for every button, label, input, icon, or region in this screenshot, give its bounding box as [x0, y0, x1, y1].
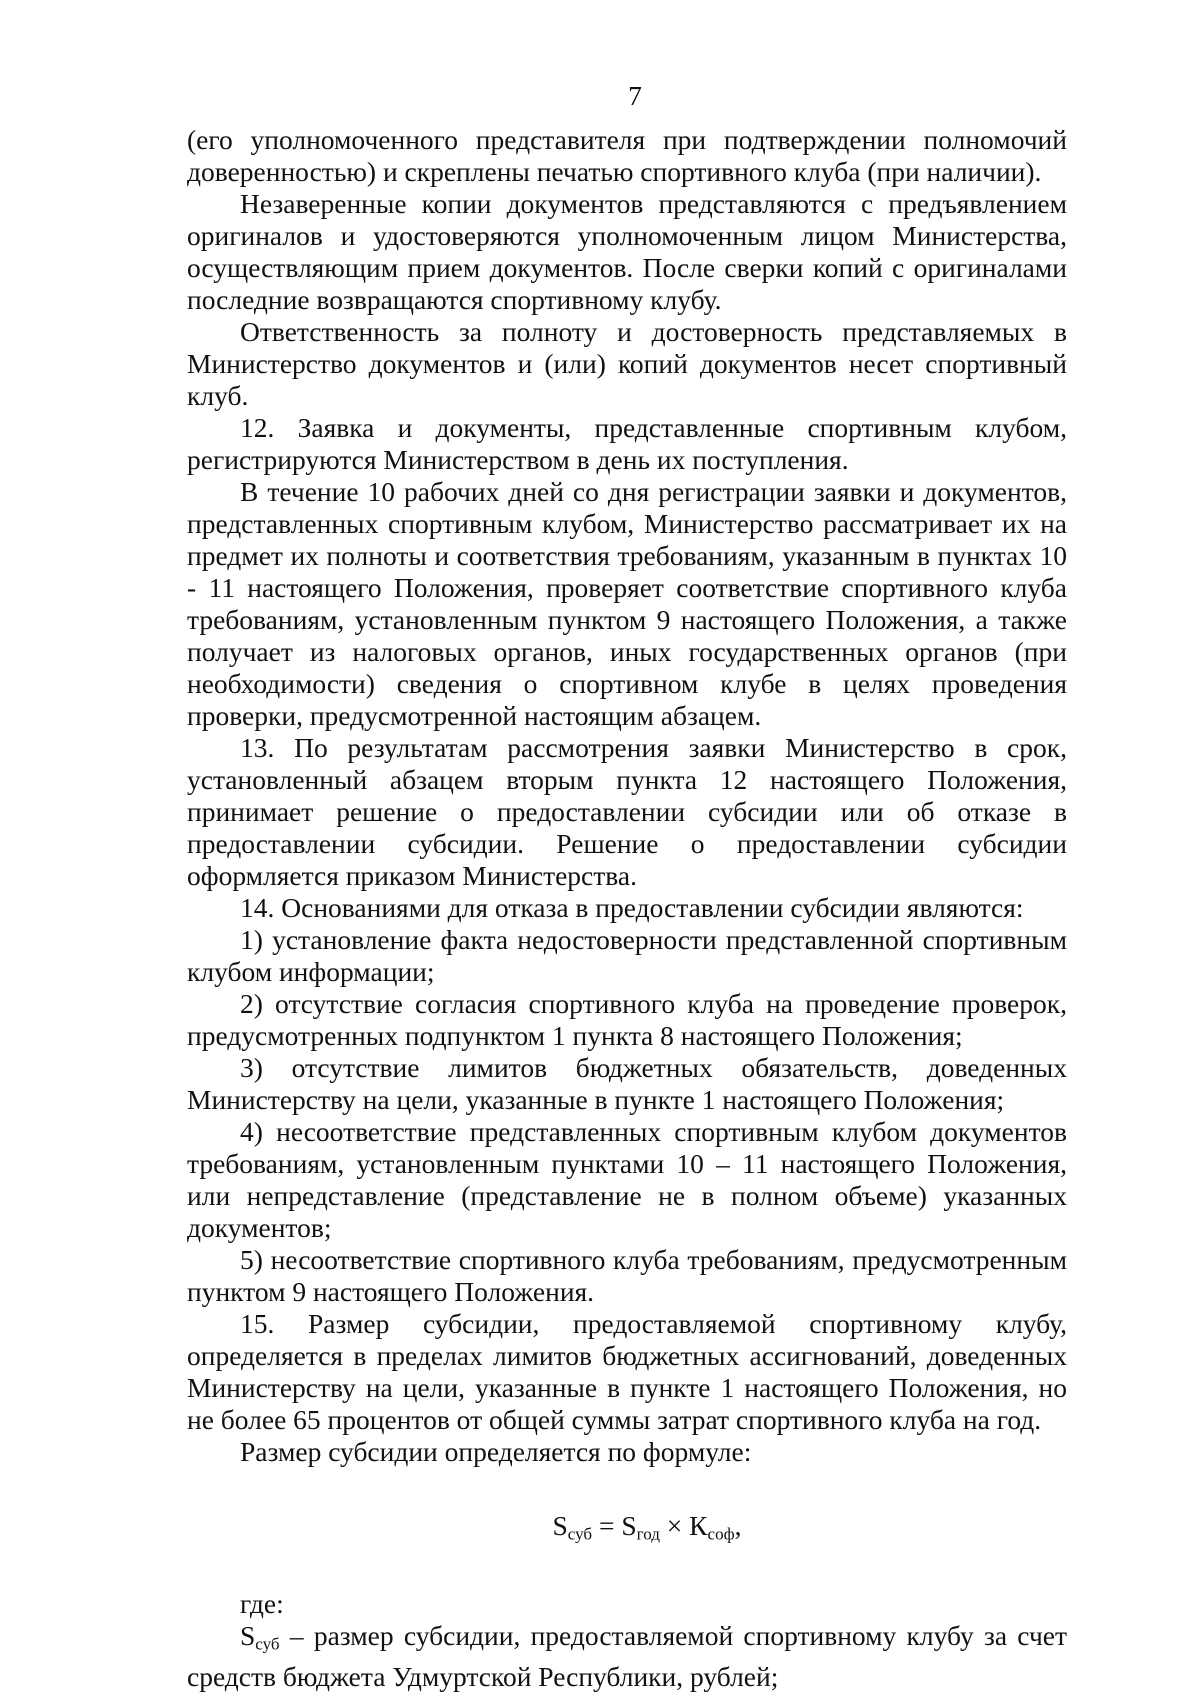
- formula-punctuation: ,: [734, 1510, 742, 1541]
- paragraph: 14. Основаниями для отказа в предоставлении субсидии являются:: [240, 892, 1024, 923]
- paragraph: В течение 10 рабочих дней со дня регистрации заявки и документов, представленных спортивным клубом, Министерство рассматривает их на предмет их полноты и соответствия требованиям, указанным в пунктах 10 - 11 настоящего Положения, проверяет соответствие спортивного клуба требованиям, установленным пунктом 9 настоящего Положения, а также получает из налоговых органов, иных государственных органов (при необходимости) сведения о спортивном клубе в целях проведения проверки, предусмотренной настоящим абзацем.: [187, 476, 1067, 731]
- formula-definition: [187, 1620, 1067, 1692]
- document-body: [187, 124, 1067, 1693]
- paragraph: 13. По результатам рассмотрения заявки Министерство в срок, установленный абзацем вторым пункта 12 настоящего Положения, принимает решение о предоставлении субсидии или об отказе в предоставлении субсидии. Решение о предоставлении субсидии оформляется приказом Министерства.: [187, 732, 1067, 891]
- formula-operator: ×: [659, 1510, 690, 1541]
- paragraph: Незаверенные копии документов представляются с предъявлением оригиналов и удостоверяются уполномоченным лицом Министерства, осуществляющим прием документов. После сверки копий с оригиналами последние возвращаются спортивному клубу.: [187, 188, 1067, 315]
- formula-symbol: К: [689, 1510, 708, 1541]
- paragraph: 12. Заявка и документы, представленные спортивным клубом, регистрируются Министерством в день их поступления.: [187, 412, 1067, 475]
- formula-subscript: год: [636, 1524, 660, 1544]
- paragraph: Размер субсидии определяется по формуле:: [240, 1436, 752, 1467]
- paragraph: 5) несоответствие спортивного клуба требованиям, предусмотренным пунктом 9 настоящего Положения.: [187, 1244, 1067, 1307]
- paragraph: 1) установление факта недостоверности представленной спортивным клубом информации;: [187, 924, 1067, 987]
- where-label: где:: [240, 1588, 284, 1620]
- definition-subscript: суб: [255, 1634, 280, 1654]
- paragraph: 4) несоответствие представленных спортивным клубом документов требованиям, установленным пунктами 10 – 11 настоящего Положения, или непредставление (представление не в полном объеме) указанных документов;: [187, 1116, 1067, 1243]
- formula-symbol: S: [552, 1510, 568, 1541]
- paragraph: Ответственность за полноту и достоверность представляемых в Министерство документов и (или) копий документов несет спортивный клуб.: [187, 316, 1067, 411]
- formula-subscript: суб: [567, 1524, 593, 1544]
- paragraph: 2) отсутствие согласия спортивного клуба на проведение проверок, предусмотренных подпунктом 1 пункта 8 настоящего Положения;: [187, 988, 1067, 1051]
- page-number: 7: [628, 80, 642, 111]
- formula-operator: =: [592, 1510, 622, 1541]
- paragraph: 15. Размер субсидии, предоставляемой спортивному клубу, определяется в пределах лимитов бюджетных ассигнований, доведенных Министерству на цели, указанные в пункте 1 настоящего Положения, но не более 65 процентов от общей суммы затрат спортивного клуба на год.: [187, 1308, 1067, 1435]
- definition-text: – размер субсидии, предоставляемой спортивному клубу за счет средств бюджета Удмуртской Республики, рублей;: [187, 1620, 1067, 1692]
- paragraph: (его уполномоченного представителя при подтверждении полномочий доверенностью) и скреплены печатью спортивного клуба (при наличии).: [187, 124, 1067, 187]
- formula-subscript: соф: [707, 1524, 735, 1544]
- definition-symbol: S: [240, 1620, 256, 1652]
- subsidy-formula: [187, 1510, 1067, 1550]
- paragraph: 3) отсутствие лимитов бюджетных обязательств, доведенных Министерству на цели, указанные в пункте 1 настоящего Положения;: [187, 1052, 1067, 1115]
- formula-symbol: S: [621, 1510, 637, 1541]
